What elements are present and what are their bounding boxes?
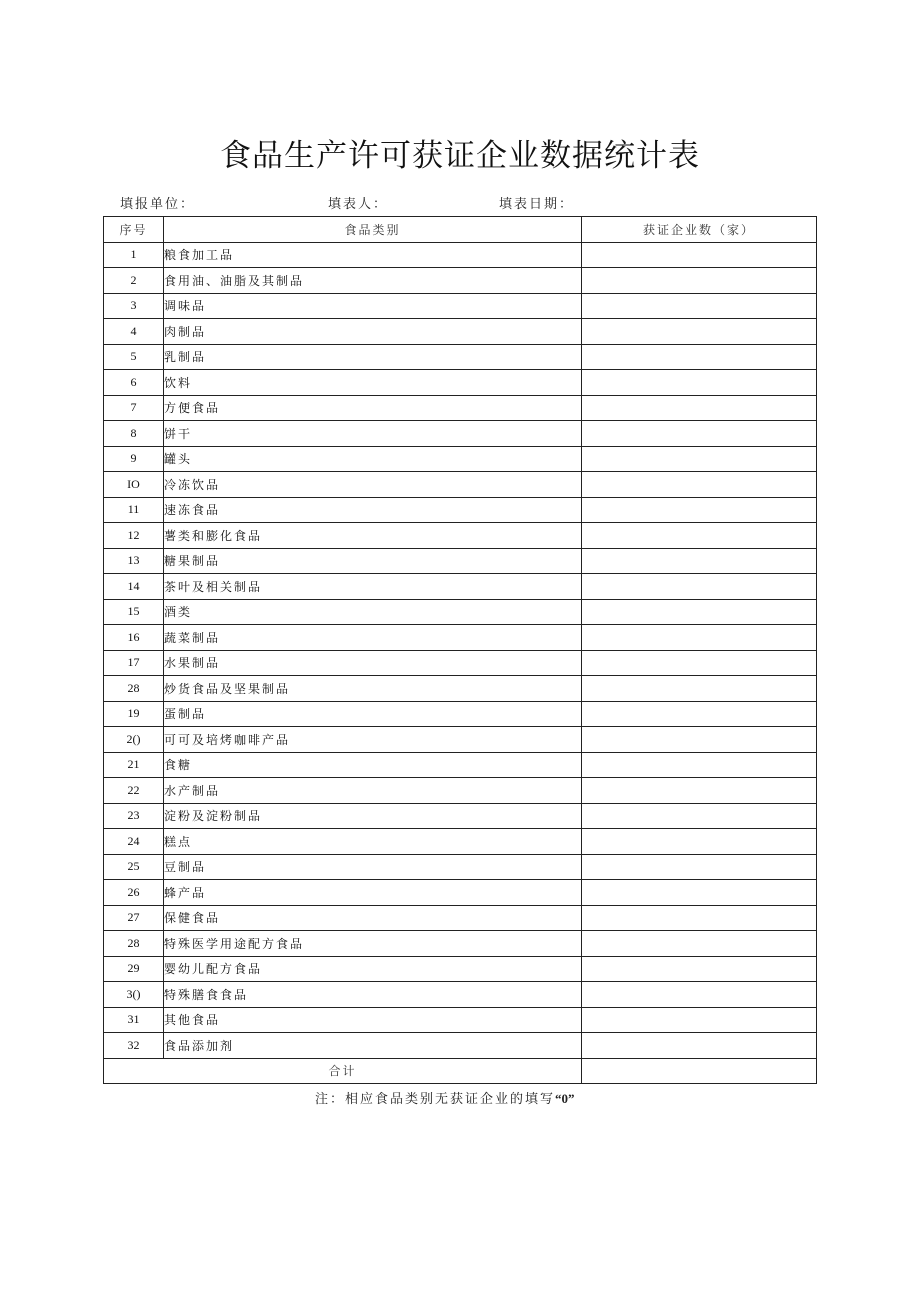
row-category: 饮料	[164, 370, 582, 396]
total-label: 合计	[104, 1058, 582, 1084]
row-count-cell[interactable]	[582, 523, 817, 549]
statistics-table	[103, 216, 817, 1084]
row-seq: 7	[104, 395, 164, 421]
total-value-cell[interactable]	[582, 1058, 817, 1084]
table-row	[104, 472, 817, 498]
row-seq: 12	[104, 523, 164, 549]
row-category: 速冻食品	[164, 497, 582, 523]
row-seq: 3()	[104, 982, 164, 1008]
row-category: 糖果制品	[164, 548, 582, 574]
row-category: 水果制品	[164, 650, 582, 676]
row-seq: 16	[104, 625, 164, 651]
row-seq: 2()	[104, 727, 164, 753]
row-count-cell[interactable]	[582, 1033, 817, 1059]
row-category: 乳制品	[164, 344, 582, 370]
table-row	[104, 497, 817, 523]
table-row	[104, 548, 817, 574]
table-row	[104, 829, 817, 855]
row-seq: 27	[104, 905, 164, 931]
row-seq: 17	[104, 650, 164, 676]
row-count-cell[interactable]	[582, 752, 817, 778]
row-count-cell[interactable]	[582, 344, 817, 370]
table-row	[104, 421, 817, 447]
table-row	[104, 650, 817, 676]
row-seq: 31	[104, 1007, 164, 1033]
table-row	[104, 727, 817, 753]
row-count-cell[interactable]	[582, 803, 817, 829]
footnote	[315, 1088, 575, 1107]
row-category: 冷冻饮品	[164, 472, 582, 498]
row-count-cell[interactable]	[582, 472, 817, 498]
table-row	[104, 905, 817, 931]
row-category: 酒类	[164, 599, 582, 625]
row-seq: 15	[104, 599, 164, 625]
row-seq: 9	[104, 446, 164, 472]
footnote-value: “0”	[555, 1091, 575, 1106]
row-category: 特殊医学用途配方食品	[164, 931, 582, 957]
table-row	[104, 344, 817, 370]
row-count-cell[interactable]	[582, 395, 817, 421]
row-count-cell[interactable]	[582, 854, 817, 880]
row-category: 蜂产品	[164, 880, 582, 906]
row-category: 婴幼儿配方食品	[164, 956, 582, 982]
row-seq: 28	[104, 931, 164, 957]
table-row	[104, 599, 817, 625]
row-seq: 19	[104, 701, 164, 727]
row-count-cell[interactable]	[582, 319, 817, 345]
row-category: 淀粉及淀粉制品	[164, 803, 582, 829]
row-seq: 26	[104, 880, 164, 906]
table-row	[104, 625, 817, 651]
table-row	[104, 242, 817, 268]
row-category: 豆制品	[164, 854, 582, 880]
table-row	[104, 676, 817, 702]
row-count-cell[interactable]	[582, 650, 817, 676]
row-count-cell[interactable]	[582, 268, 817, 294]
row-seq: 6	[104, 370, 164, 396]
table-row	[104, 778, 817, 804]
row-seq: 32	[104, 1033, 164, 1059]
table-row	[104, 319, 817, 345]
row-count-cell[interactable]	[582, 421, 817, 447]
table-row	[104, 446, 817, 472]
row-seq: 8	[104, 421, 164, 447]
row-seq: 5	[104, 344, 164, 370]
row-category: 炒货食品及坚果制品	[164, 676, 582, 702]
table-row	[104, 701, 817, 727]
row-category: 罐头	[164, 446, 582, 472]
row-category: 保健食品	[164, 905, 582, 931]
table-header-row	[104, 217, 817, 243]
row-seq: IO	[104, 472, 164, 498]
header-category: 食品类别	[164, 217, 582, 243]
header-seq: 序号	[104, 217, 164, 243]
row-count-cell[interactable]	[582, 829, 817, 855]
date-label: 填表日期：	[499, 197, 575, 212]
row-count-cell[interactable]	[582, 574, 817, 600]
row-seq: 11	[104, 497, 164, 523]
table-row	[104, 1007, 817, 1033]
row-category: 食糖	[164, 752, 582, 778]
table-row	[104, 931, 817, 957]
row-seq: 23	[104, 803, 164, 829]
row-category: 粮食加工品	[164, 242, 582, 268]
row-count-cell[interactable]	[582, 778, 817, 804]
unit-label: 填报单位：	[120, 197, 196, 212]
row-count-cell[interactable]	[582, 599, 817, 625]
row-seq: 4	[104, 319, 164, 345]
row-category: 方便食品	[164, 395, 582, 421]
row-seq: 21	[104, 752, 164, 778]
row-seq: 28	[104, 676, 164, 702]
total-row	[104, 1058, 817, 1084]
row-seq: 22	[104, 778, 164, 804]
row-count-cell[interactable]	[582, 701, 817, 727]
table-row	[104, 395, 817, 421]
table-row	[104, 268, 817, 294]
row-seq: 13	[104, 548, 164, 574]
table-row	[104, 574, 817, 600]
row-category: 其他食品	[164, 1007, 582, 1033]
row-count-cell[interactable]	[582, 625, 817, 651]
row-seq: 3	[104, 293, 164, 319]
row-category: 糕点	[164, 829, 582, 855]
footnote-text: 注：相应食品类别无获证企业的填写	[315, 1092, 556, 1107]
row-count-cell[interactable]	[582, 727, 817, 753]
row-seq: 2	[104, 268, 164, 294]
row-count-cell[interactable]	[582, 880, 817, 906]
table-row	[104, 293, 817, 319]
row-count-cell[interactable]	[582, 242, 817, 268]
row-count-cell[interactable]	[582, 931, 817, 957]
row-category: 调味品	[164, 293, 582, 319]
header-count: 获证企业数（家）	[582, 217, 817, 243]
row-count-cell[interactable]	[582, 370, 817, 396]
row-seq: 25	[104, 854, 164, 880]
row-seq: 24	[104, 829, 164, 855]
row-category: 特殊膳食食品	[164, 982, 582, 1008]
row-category: 茶叶及相关制品	[164, 574, 582, 600]
row-category: 食用油、油脂及其制品	[164, 268, 582, 294]
row-seq: 29	[104, 956, 164, 982]
row-count-cell[interactable]	[582, 293, 817, 319]
table-row	[104, 880, 817, 906]
row-category: 蛋制品	[164, 701, 582, 727]
page-title: 食品生产许可获证企业数据统计表	[220, 138, 700, 174]
row-count-cell[interactable]	[582, 982, 817, 1008]
table-row	[104, 523, 817, 549]
table-row	[104, 1033, 817, 1059]
row-count-cell[interactable]	[582, 676, 817, 702]
row-count-cell[interactable]	[582, 956, 817, 982]
row-count-cell[interactable]	[582, 548, 817, 574]
row-count-cell[interactable]	[582, 1007, 817, 1033]
row-seq: 1	[104, 242, 164, 268]
row-category: 蔬菜制品	[164, 625, 582, 651]
table-row	[104, 982, 817, 1008]
row-category: 可可及培烤咖啡产品	[164, 727, 582, 753]
row-seq: 14	[104, 574, 164, 600]
row-count-cell[interactable]	[582, 446, 817, 472]
table-row	[104, 803, 817, 829]
row-category: 饼干	[164, 421, 582, 447]
row-category: 食品添加剂	[164, 1033, 582, 1059]
row-category: 肉制品	[164, 319, 582, 345]
row-category: 水产制品	[164, 778, 582, 804]
table-row	[104, 854, 817, 880]
row-count-cell[interactable]	[582, 497, 817, 523]
table-row	[104, 370, 817, 396]
table-row	[104, 956, 817, 982]
table-row	[104, 752, 817, 778]
row-count-cell[interactable]	[582, 905, 817, 931]
filler-label: 填表人：	[328, 197, 389, 212]
row-category: 薯类和膨化食品	[164, 523, 582, 549]
